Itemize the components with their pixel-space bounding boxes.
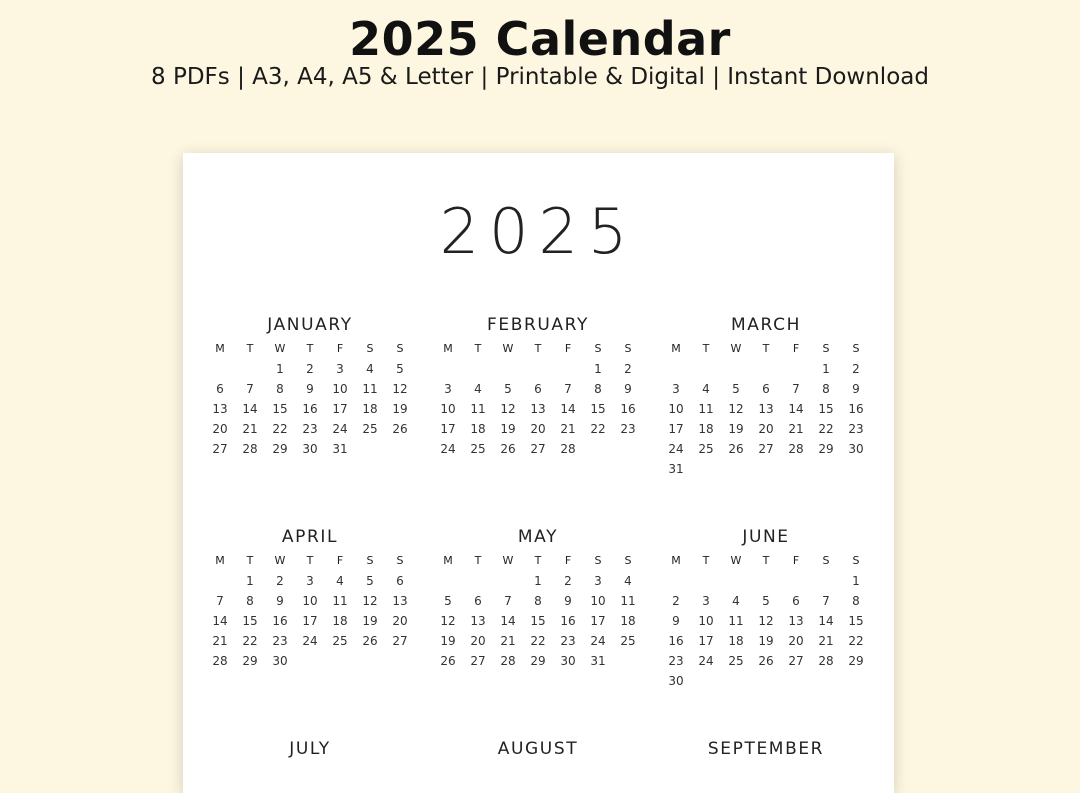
- month-name: JUNE: [742, 527, 790, 547]
- day-cell: 15: [530, 614, 546, 628]
- day-cell: 4: [474, 382, 482, 396]
- day-cell: 11: [470, 402, 486, 416]
- calendar-sheet: [183, 153, 894, 793]
- day-cell: 31: [332, 442, 348, 456]
- day-cell: 6: [534, 382, 542, 396]
- month-september: [661, 737, 871, 761]
- day-cell: 19: [440, 634, 456, 648]
- day-cell: 22: [818, 422, 834, 436]
- day-cell: 12: [758, 614, 774, 628]
- day-cell: 12: [392, 382, 408, 396]
- day-cell: 25: [728, 654, 744, 668]
- day-cell: 18: [362, 402, 378, 416]
- day-cell: 16: [668, 634, 684, 648]
- day-cell: 4: [336, 574, 344, 588]
- weekday-label: W: [730, 342, 742, 355]
- weekday-label: W: [730, 554, 742, 567]
- day-cell: 10: [698, 614, 714, 628]
- weekday-label: M: [671, 342, 681, 355]
- day-cell: 13: [758, 402, 774, 416]
- day-cell: 27: [470, 654, 486, 668]
- day-cell: 6: [792, 594, 800, 608]
- weekday-label: S: [396, 554, 404, 567]
- weekday-label: S: [852, 554, 860, 567]
- month-name: APRIL: [281, 527, 339, 547]
- month-august: [433, 737, 643, 761]
- day-cell: 8: [276, 382, 284, 396]
- day-cell: 4: [702, 382, 710, 396]
- day-cell: 15: [818, 402, 834, 416]
- month-grid: [661, 339, 871, 479]
- day-cell: 13: [392, 594, 408, 608]
- day-cell: 26: [758, 654, 774, 668]
- weekday-label: F: [564, 554, 572, 567]
- day-cell: 5: [504, 382, 512, 396]
- day-cell-empty: [463, 571, 493, 591]
- day-cell: 13: [530, 402, 546, 416]
- day-cell: 18: [698, 422, 714, 436]
- day-cell: 31: [590, 654, 606, 668]
- day-cell: 15: [848, 614, 864, 628]
- month-grid: [661, 551, 871, 691]
- weekday-label: F: [564, 342, 572, 355]
- day-cell: 27: [392, 634, 408, 648]
- day-cell: 3: [594, 574, 602, 588]
- month-grid: [205, 551, 415, 671]
- month-name: JANUARY: [267, 315, 353, 335]
- day-cell-empty: [205, 359, 235, 379]
- day-cell-empty: [781, 571, 811, 591]
- weekday-label: T: [474, 554, 482, 567]
- day-cell: 23: [272, 634, 288, 648]
- day-cell: 26: [362, 634, 378, 648]
- day-cell: 14: [212, 614, 228, 628]
- calendar-year: 2025: [439, 195, 638, 268]
- banner-title: 2025 Calendar: [349, 12, 731, 66]
- day-cell: 22: [530, 634, 546, 648]
- day-cell: 16: [272, 614, 288, 628]
- day-cell: 15: [242, 614, 258, 628]
- day-cell: 25: [362, 422, 378, 436]
- month-grid: [433, 551, 643, 671]
- month-april: [205, 525, 415, 671]
- day-cell: 19: [500, 422, 516, 436]
- day-cell: 29: [818, 442, 834, 456]
- weekday-label: M: [215, 342, 225, 355]
- day-cell: 12: [362, 594, 378, 608]
- day-cell: 22: [590, 422, 606, 436]
- day-cell: 2: [852, 362, 860, 376]
- day-cell: 14: [818, 614, 834, 628]
- day-cell: 16: [620, 402, 636, 416]
- day-cell: 17: [440, 422, 456, 436]
- day-cell: 14: [500, 614, 516, 628]
- weekday-label: S: [624, 554, 632, 567]
- weekday-label: F: [792, 342, 800, 355]
- weekday-label: T: [762, 554, 770, 567]
- day-cell: 4: [732, 594, 740, 608]
- day-cell: 28: [500, 654, 516, 668]
- day-cell: 10: [590, 594, 606, 608]
- weekday-label: S: [852, 342, 860, 355]
- day-cell: 7: [216, 594, 224, 608]
- day-cell: 16: [560, 614, 576, 628]
- day-cell: 28: [560, 442, 576, 456]
- weekday-label: W: [502, 342, 514, 355]
- day-cell: 15: [272, 402, 288, 416]
- weekday-label: S: [594, 342, 602, 355]
- weekday-label: T: [246, 342, 254, 355]
- day-cell: 26: [728, 442, 744, 456]
- day-cell: 12: [728, 402, 744, 416]
- day-cell: 2: [276, 574, 284, 588]
- day-cell: 9: [672, 614, 680, 628]
- day-cell: 30: [272, 654, 288, 668]
- day-cell-empty: [205, 571, 235, 591]
- day-cell-empty: [751, 571, 781, 591]
- day-cell: 30: [302, 442, 318, 456]
- month-grid: [433, 339, 643, 459]
- day-cell: 25: [698, 442, 714, 456]
- day-cell: 28: [242, 442, 258, 456]
- day-cell: 3: [306, 574, 314, 588]
- day-cell: 5: [444, 594, 452, 608]
- month-march: [661, 313, 871, 479]
- weekday-label: S: [366, 342, 374, 355]
- day-cell-empty: [433, 571, 463, 591]
- day-cell: 25: [332, 634, 348, 648]
- day-cell: 21: [212, 634, 228, 648]
- day-cell-empty: [691, 359, 721, 379]
- weekday-label: S: [396, 342, 404, 355]
- day-cell: 7: [504, 594, 512, 608]
- banner-subtitle: 8 PDFs | A3, A4, A5 & Letter | Printable & Digital | Instant Download: [151, 64, 929, 90]
- day-cell-empty: [235, 359, 265, 379]
- day-cell: 24: [440, 442, 456, 456]
- weekday-label: T: [534, 554, 542, 567]
- day-cell: 1: [594, 362, 602, 376]
- day-cell: 24: [332, 422, 348, 436]
- month-name: FEBRUARY: [487, 315, 589, 335]
- day-cell: 11: [698, 402, 714, 416]
- day-cell: 5: [762, 594, 770, 608]
- month-name: MAY: [517, 527, 559, 547]
- weekday-label: T: [762, 342, 770, 355]
- day-cell: 1: [822, 362, 830, 376]
- day-cell: 20: [392, 614, 408, 628]
- day-cell-empty: [463, 359, 493, 379]
- day-cell: 14: [242, 402, 258, 416]
- day-cell: 12: [440, 614, 456, 628]
- day-cell: 24: [302, 634, 318, 648]
- weekday-label: W: [502, 554, 514, 567]
- day-cell: 6: [474, 594, 482, 608]
- day-cell: 24: [698, 654, 714, 668]
- day-cell: 29: [848, 654, 864, 668]
- month-name: MARCH: [731, 315, 801, 335]
- day-cell: 30: [668, 674, 684, 688]
- day-cell: 20: [212, 422, 228, 436]
- day-cell: 29: [530, 654, 546, 668]
- day-cell: 21: [788, 422, 804, 436]
- day-cell: 9: [276, 594, 284, 608]
- day-cell: 24: [668, 442, 684, 456]
- day-cell: 3: [672, 382, 680, 396]
- day-cell: 6: [762, 382, 770, 396]
- day-cell: 21: [818, 634, 834, 648]
- month-may: [433, 525, 643, 671]
- month-june: [661, 525, 871, 691]
- day-cell: 29: [272, 442, 288, 456]
- weekday-label: M: [443, 554, 453, 567]
- day-cell: 19: [728, 422, 744, 436]
- month-grid: [205, 339, 415, 459]
- day-cell-empty: [493, 571, 523, 591]
- day-cell: 7: [246, 382, 254, 396]
- weekday-label: T: [534, 342, 542, 355]
- day-cell: 18: [332, 614, 348, 628]
- month-january: [205, 313, 415, 459]
- day-cell: 17: [332, 402, 348, 416]
- month-name: SEPTEMBER: [707, 739, 825, 759]
- day-cell: 21: [560, 422, 576, 436]
- day-cell: 30: [848, 442, 864, 456]
- weekday-label: T: [474, 342, 482, 355]
- day-cell: 1: [246, 574, 254, 588]
- weekday-label: S: [822, 554, 830, 567]
- day-cell: 16: [302, 402, 318, 416]
- month-february: [433, 313, 643, 459]
- day-cell: 22: [848, 634, 864, 648]
- day-cell: 19: [392, 402, 408, 416]
- weekday-label: F: [336, 342, 344, 355]
- day-cell: 8: [852, 594, 860, 608]
- day-cell: 20: [470, 634, 486, 648]
- day-cell: 10: [668, 402, 684, 416]
- day-cell: 2: [624, 362, 632, 376]
- day-cell: 31: [668, 462, 684, 476]
- day-cell: 5: [732, 382, 740, 396]
- day-cell-empty: [433, 359, 463, 379]
- day-cell: 2: [564, 574, 572, 588]
- month-july: [205, 737, 415, 761]
- day-cell: 7: [564, 382, 572, 396]
- day-cell-empty: [811, 571, 841, 591]
- weekday-label: T: [246, 554, 254, 567]
- day-cell: 23: [668, 654, 684, 668]
- day-cell-empty: [781, 359, 811, 379]
- day-cell: 22: [272, 422, 288, 436]
- day-cell: 7: [822, 594, 830, 608]
- day-cell-empty: [661, 571, 691, 591]
- day-cell: 15: [590, 402, 606, 416]
- day-cell-empty: [493, 359, 523, 379]
- day-cell: 18: [728, 634, 744, 648]
- weekday-label: T: [306, 554, 314, 567]
- day-cell: 11: [728, 614, 744, 628]
- day-cell: 26: [440, 654, 456, 668]
- day-cell: 20: [530, 422, 546, 436]
- day-cell: 1: [534, 574, 542, 588]
- day-cell: 20: [758, 422, 774, 436]
- day-cell: 9: [564, 594, 572, 608]
- day-cell-empty: [751, 359, 781, 379]
- day-cell: 4: [366, 362, 374, 376]
- day-cell: 9: [306, 382, 314, 396]
- day-cell: 21: [500, 634, 516, 648]
- weekday-label: S: [594, 554, 602, 567]
- day-cell: 11: [332, 594, 348, 608]
- day-cell: 27: [530, 442, 546, 456]
- weekday-label: W: [274, 554, 286, 567]
- day-cell: 5: [396, 362, 404, 376]
- day-cell-empty: [553, 359, 583, 379]
- day-cell: 20: [788, 634, 804, 648]
- day-cell: 23: [848, 422, 864, 436]
- day-cell: 27: [212, 442, 228, 456]
- day-cell: 17: [698, 634, 714, 648]
- day-cell: 14: [788, 402, 804, 416]
- day-cell-empty: [721, 571, 751, 591]
- day-cell: 17: [302, 614, 318, 628]
- day-cell: 4: [624, 574, 632, 588]
- day-cell-empty: [691, 571, 721, 591]
- weekday-label: W: [274, 342, 286, 355]
- day-cell: 11: [362, 382, 378, 396]
- day-cell: 25: [620, 634, 636, 648]
- weekday-label: M: [671, 554, 681, 567]
- day-cell: 9: [624, 382, 632, 396]
- day-cell: 8: [594, 382, 602, 396]
- day-cell: 30: [560, 654, 576, 668]
- day-cell: 6: [396, 574, 404, 588]
- day-cell: 6: [216, 382, 224, 396]
- weekday-label: M: [215, 554, 225, 567]
- day-cell: 8: [822, 382, 830, 396]
- day-cell: 17: [590, 614, 606, 628]
- day-cell: 19: [758, 634, 774, 648]
- month-name: JULY: [289, 739, 331, 759]
- day-cell: 16: [848, 402, 864, 416]
- day-cell: 13: [788, 614, 804, 628]
- month-name: AUGUST: [497, 739, 579, 759]
- day-cell: 10: [302, 594, 318, 608]
- day-cell-empty: [721, 359, 751, 379]
- day-cell: 8: [246, 594, 254, 608]
- day-cell: 8: [534, 594, 542, 608]
- weekday-label: T: [702, 554, 710, 567]
- day-cell: 10: [332, 382, 348, 396]
- day-cell: 23: [302, 422, 318, 436]
- day-cell: 27: [758, 442, 774, 456]
- day-cell: 21: [242, 422, 258, 436]
- day-cell: 22: [242, 634, 258, 648]
- weekday-label: M: [443, 342, 453, 355]
- day-cell: 5: [366, 574, 374, 588]
- day-cell: 13: [470, 614, 486, 628]
- day-cell: 18: [470, 422, 486, 436]
- day-cell: 19: [362, 614, 378, 628]
- day-cell-empty: [661, 359, 691, 379]
- day-cell: 17: [668, 422, 684, 436]
- weekday-label: S: [366, 554, 374, 567]
- day-cell: 1: [852, 574, 860, 588]
- day-cell: 25: [470, 442, 486, 456]
- day-cell: 24: [590, 634, 606, 648]
- day-cell: 14: [560, 402, 576, 416]
- day-cell: 28: [788, 442, 804, 456]
- day-cell: 7: [792, 382, 800, 396]
- day-cell: 23: [620, 422, 636, 436]
- day-cell: 18: [620, 614, 636, 628]
- weekday-label: F: [336, 554, 344, 567]
- day-cell: 2: [672, 594, 680, 608]
- day-cell-empty: [523, 359, 553, 379]
- day-cell: 10: [440, 402, 456, 416]
- day-cell: 28: [212, 654, 228, 668]
- day-cell: 27: [788, 654, 804, 668]
- day-cell: 3: [702, 594, 710, 608]
- weekday-label: T: [702, 342, 710, 355]
- weekday-label: S: [624, 342, 632, 355]
- day-cell: 13: [212, 402, 228, 416]
- weekday-label: S: [822, 342, 830, 355]
- weekday-label: F: [792, 554, 800, 567]
- day-cell: 1: [276, 362, 284, 376]
- day-cell: 12: [500, 402, 516, 416]
- day-cell: 23: [560, 634, 576, 648]
- day-cell: 9: [852, 382, 860, 396]
- day-cell: 11: [620, 594, 636, 608]
- day-cell: 3: [336, 362, 344, 376]
- weekday-label: T: [306, 342, 314, 355]
- day-cell: 2: [306, 362, 314, 376]
- day-cell: 3: [444, 382, 452, 396]
- day-cell: 26: [500, 442, 516, 456]
- day-cell: 29: [242, 654, 258, 668]
- day-cell: 26: [392, 422, 408, 436]
- day-cell: 28: [818, 654, 834, 668]
